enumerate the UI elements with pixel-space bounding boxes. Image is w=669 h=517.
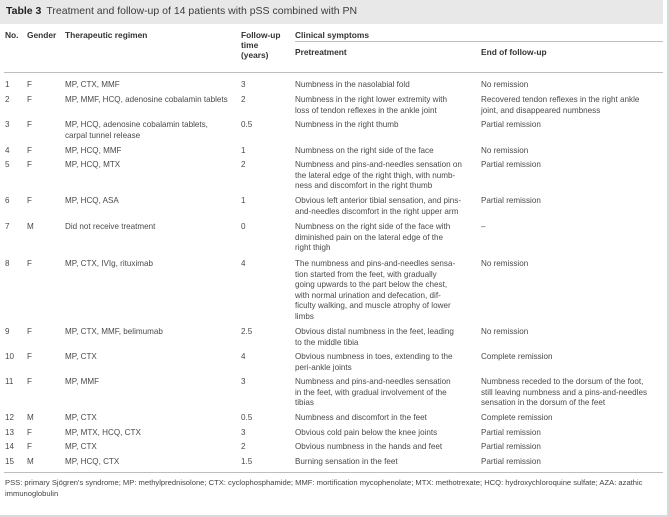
- cell-line: joint, and disappeared numbness: [481, 105, 601, 115]
- cell-no: 14: [5, 442, 15, 451]
- header-clinical-symptoms: Clinical symptoms: [295, 30, 370, 40]
- cell-line: MP, CTX: [65, 352, 97, 361]
- cell-line: Numbness and pins-and-needles sensation: [295, 377, 451, 386]
- cell-pre: [295, 442, 478, 453]
- cell-line: tibias: [295, 398, 314, 408]
- cell-end: [481, 442, 663, 453]
- cell-end: [481, 160, 663, 171]
- footnote-line: immunoglobulin: [5, 488, 59, 498]
- header-end-of-follow-up: End of follow-up: [481, 47, 547, 57]
- cell-line: Numbness in the right lower extremity with: [295, 95, 448, 104]
- cell-line: Did not receive treatment: [65, 222, 156, 231]
- cell-end: [481, 120, 663, 131]
- cell-line: in the feet, with gradual involvement of the: [295, 387, 447, 397]
- table-footnote: [5, 478, 662, 499]
- header-no: No.: [5, 30, 19, 40]
- cell-end: [481, 428, 663, 439]
- cell-line: Partial remission: [481, 457, 541, 466]
- cell-time: 0.5: [241, 413, 253, 422]
- cell-line: No remission: [481, 80, 529, 89]
- cell-pre: [295, 413, 478, 424]
- cell-gender: M: [27, 413, 34, 422]
- cell-time: 4: [241, 259, 246, 268]
- cell-pre: [295, 120, 478, 131]
- cell-gender: F: [27, 428, 32, 437]
- header-pretreatment: Pretreatment: [295, 47, 347, 57]
- cell-line: Obvious cold pain below the knee joints: [295, 428, 438, 437]
- cell-line: Obvious numbness in the hands and feet: [295, 442, 443, 451]
- cell-time: 1.5: [241, 457, 253, 466]
- cell-no: 13: [5, 428, 15, 437]
- cell-pre: [295, 196, 478, 217]
- cell-line: No remission: [481, 146, 529, 155]
- cell-end: [481, 457, 663, 468]
- cell-line: Partial remission: [481, 120, 541, 129]
- cell-pre: [295, 377, 478, 409]
- cell-regimen: [65, 160, 237, 171]
- cell-line: ficulty walking, and muscle atrophy of lower: [295, 301, 451, 311]
- cell-no: 4: [5, 146, 10, 155]
- cell-pre: [295, 146, 478, 157]
- cell-gender: F: [27, 80, 32, 89]
- cell-line: Partial remission: [481, 160, 541, 169]
- cell-gender: F: [27, 95, 32, 104]
- cell-gender: M: [27, 457, 34, 466]
- cell-line: MP, HCQ, CTX: [65, 457, 120, 466]
- cell-line: and-needles discomfort in the right upper arm: [295, 206, 459, 216]
- cell-pre: [295, 327, 478, 348]
- cell-end: [481, 80, 663, 91]
- cell-regimen: [65, 259, 237, 270]
- header-gender: Gender: [27, 30, 57, 40]
- cell-line: MP, MMF: [65, 377, 100, 386]
- cell-line: MP, HCQ, ASA: [65, 196, 119, 205]
- cell-line: MP, HCQ, MTX: [65, 160, 121, 169]
- cell-time: 2: [241, 95, 246, 104]
- cell-end: [481, 413, 663, 424]
- cell-line: loss of tendon reflexes in the ankle joint: [295, 105, 437, 115]
- cell-line: MP, MTX, HCQ, CTX: [65, 428, 141, 437]
- cell-no: 7: [5, 222, 10, 231]
- cell-line: MP, CTX, MMF, belimumab: [65, 327, 163, 336]
- cell-line: Numbness and discomfort in the feet: [295, 413, 427, 422]
- cell-line: Partial remission: [481, 442, 541, 451]
- cell-pre: [295, 222, 478, 254]
- header-regimen: Therapeutic regimen: [65, 30, 148, 40]
- cell-regimen: [65, 95, 237, 106]
- cell-end: [481, 377, 663, 409]
- cell-line: –: [481, 222, 486, 231]
- cell-time: 0: [241, 222, 246, 231]
- cell-pre: [295, 259, 478, 323]
- cell-gender: F: [27, 377, 32, 386]
- cell-time: 3: [241, 428, 246, 437]
- cell-line: MP, HCQ, adenosine cobalamin tablets,: [65, 120, 208, 129]
- cell-line: ness and discomfort in the right thumb: [295, 181, 433, 191]
- cell-line: to the middle tibia: [295, 337, 359, 347]
- cell-regimen: [65, 352, 237, 363]
- cell-regimen: [65, 413, 237, 424]
- cell-no: 8: [5, 259, 10, 268]
- cell-end: [481, 352, 663, 363]
- cell-time: 2: [241, 442, 246, 451]
- cell-end: [481, 259, 663, 270]
- cell-line: No remission: [481, 327, 529, 336]
- cell-line: Partial remission: [481, 196, 541, 205]
- cell-line: Obvious distal numbness in the feet, leading: [295, 327, 454, 336]
- cell-regimen: [65, 442, 237, 453]
- cell-line: Obvious numbness in toes, extending to the: [295, 352, 453, 361]
- cell-line: MP, MMF, HCQ, adenosine cobalamin tablets: [65, 95, 228, 104]
- cell-no: 12: [5, 413, 15, 422]
- header-rule: [4, 72, 663, 73]
- cell-regimen: [65, 146, 237, 157]
- cell-no: 2: [5, 95, 10, 104]
- cell-regimen: [65, 120, 237, 141]
- cell-no: 11: [5, 377, 14, 386]
- table-title: Treatment and follow-up of 14 patients with pSS combined with PN: [46, 5, 358, 17]
- cell-line: Numbness receded to the dorsum of the foot,: [481, 377, 644, 386]
- header-followup-line: time: [241, 40, 259, 50]
- cell-line: Numbness on the right side of the face with: [295, 222, 451, 231]
- cell-line: with normal urination and defecation, dif-: [295, 290, 441, 300]
- footnote-line: PSS: primary Sjögren's syndrome; MP: methylprednisolone; CTX: cyclophosphamide; MMF: mortification mycophenolate; MTX: methotrexate; HCQ: hydroxychloroquine sulfate; AZA: azathic: [5, 478, 643, 487]
- cell-gender: F: [27, 352, 32, 361]
- cell-line: peri-ankle joints: [295, 362, 352, 372]
- cell-line: No remission: [481, 259, 529, 268]
- cell-line: Numbness in the right thumb: [295, 120, 399, 129]
- cell-time: 3: [241, 80, 246, 89]
- cell-pre: [295, 428, 478, 439]
- cell-line: right thigh: [295, 243, 331, 253]
- cell-time: 1: [241, 146, 246, 155]
- cell-time: 2.5: [241, 327, 253, 336]
- cell-line: Burning sensation in the feet: [295, 457, 398, 466]
- cell-no: 10: [5, 352, 15, 361]
- cell-line: going upwards to the part below the chest,: [295, 280, 448, 290]
- header-followup: [241, 30, 281, 60]
- cell-line: Obvious left anterior tibial sensation, and pins-: [295, 196, 462, 205]
- cell-pre: [295, 80, 478, 91]
- cell-time: 3: [241, 377, 246, 386]
- bottom-rule: [4, 472, 663, 473]
- cell-line: MP, CTX, MMF: [65, 80, 120, 89]
- cell-pre: [295, 457, 478, 468]
- cell-regimen: [65, 222, 237, 233]
- header-followup-line: (years): [241, 50, 269, 60]
- cell-end: [481, 146, 663, 157]
- cell-end: [481, 327, 663, 338]
- cell-no: 6: [5, 196, 10, 205]
- cell-pre: [295, 95, 478, 116]
- cell-line: MP, CTX: [65, 442, 97, 451]
- cell-gender: F: [27, 196, 32, 205]
- cell-pre: [295, 352, 478, 373]
- cell-line: MP, CTX: [65, 413, 97, 422]
- cell-gender: F: [27, 146, 32, 155]
- cell-no: 5: [5, 160, 10, 169]
- cell-gender: F: [27, 442, 32, 451]
- subheader-rule: [295, 41, 663, 42]
- cell-line: sensation in the dorsum of the feet: [481, 398, 606, 408]
- cell-line: Numbness and pins-and-needles sensation on: [295, 160, 462, 169]
- header-followup-line: Follow-up: [241, 30, 281, 40]
- cell-line: Partial remission: [481, 428, 541, 437]
- cell-line: limbs: [295, 311, 314, 321]
- cell-line: Numbness in the nasolabial fold: [295, 80, 410, 89]
- cell-time: 1: [241, 196, 246, 205]
- cell-time: 2: [241, 160, 246, 169]
- cell-regimen: [65, 428, 237, 439]
- cell-line: tion started from the feet, with gradually: [295, 269, 437, 279]
- cell-no: 9: [5, 327, 10, 336]
- cell-gender: F: [27, 120, 32, 129]
- cell-line: MP, HCQ, MMF: [65, 146, 122, 155]
- cell-gender: M: [27, 222, 34, 231]
- cell-no: 3: [5, 120, 10, 129]
- cell-time: 4: [241, 352, 246, 361]
- table-caption: [6, 5, 357, 17]
- cell-line: MP, CTX, IVIg, rituximab: [65, 259, 154, 268]
- cell-line: Numbness on the right side of the face: [295, 146, 434, 155]
- cell-regimen: [65, 80, 237, 91]
- cell-line: The numbness and pins-and-needles sensa-: [295, 259, 456, 268]
- cell-line: Complete remission: [481, 413, 553, 422]
- cell-line: Recovered tendon reflexes in the right ankle: [481, 95, 640, 104]
- cell-gender: F: [27, 327, 32, 336]
- cell-gender: F: [27, 259, 32, 268]
- cell-pre: [295, 160, 478, 192]
- cell-regimen: [65, 327, 237, 338]
- cell-line: carpal tunnel release: [65, 130, 141, 140]
- cell-regimen: [65, 377, 237, 388]
- cell-gender: F: [27, 160, 32, 169]
- cell-no: 15: [5, 457, 15, 466]
- cell-line: Complete remission: [481, 352, 553, 361]
- table-title-bar: [0, 0, 663, 24]
- cell-end: [481, 222, 663, 233]
- cell-end: [481, 196, 663, 207]
- cell-line: the lateral edge of the right thigh, with numb-: [295, 170, 456, 180]
- cell-no: 1: [5, 80, 10, 89]
- cell-regimen: [65, 196, 237, 207]
- cell-end: [481, 95, 663, 116]
- cell-line: still leaving numbness and a pins-and-needles: [481, 387, 648, 397]
- cell-time: 0.5: [241, 120, 253, 129]
- cell-regimen: [65, 457, 237, 468]
- cell-line: diminished pain on the lateral edge of the: [295, 232, 444, 242]
- table-label: Table 3: [6, 5, 42, 17]
